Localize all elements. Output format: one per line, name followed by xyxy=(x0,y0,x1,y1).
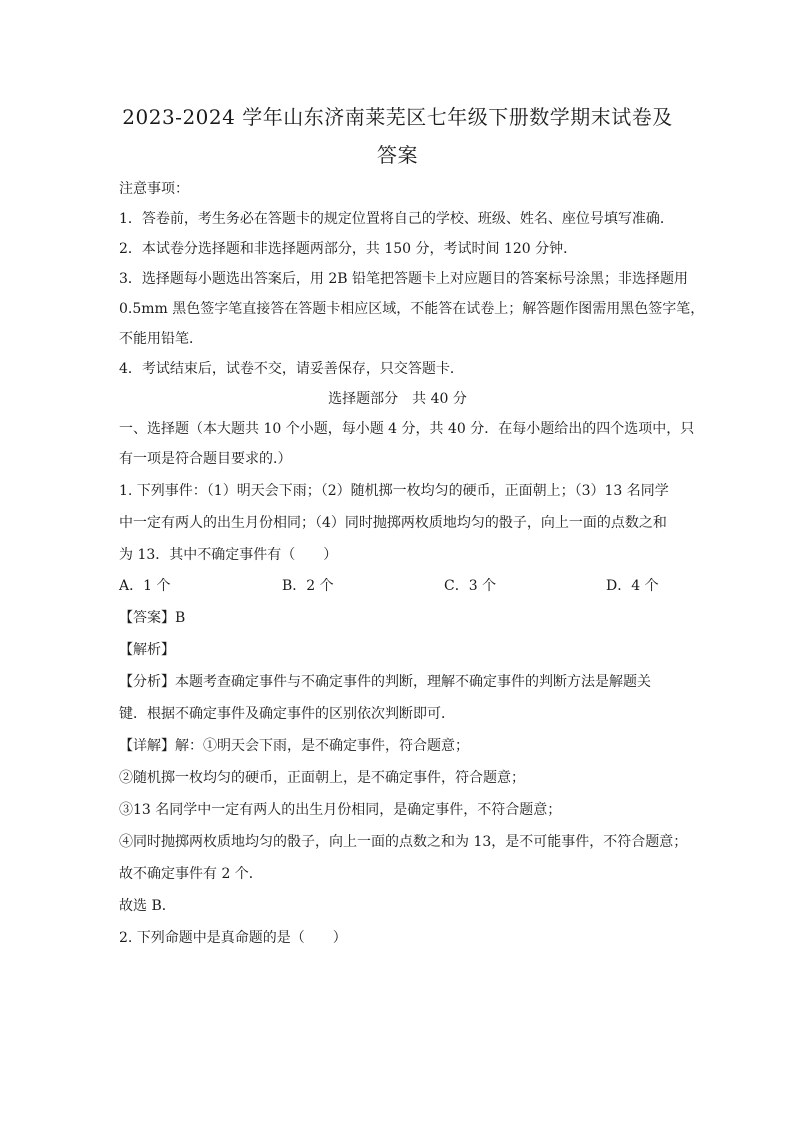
title-line-1: 2023-2024 学年山东济南莱芜区七年级下册数学期末试卷及 xyxy=(122,105,673,129)
notice-item-3-cont: 0.5mm 黑色签字笔直接答在答题卡相应区域，不能答在试卷上；解答题作图需用黑色签字笔， xyxy=(119,301,705,317)
answer-label: 【答案】B xyxy=(119,610,186,626)
notice-item-2: 2．本试卷分选择题和非选择题两部分，共 150 分，考试时间 120 分钟． xyxy=(119,241,578,257)
title-line-2: 答案 xyxy=(377,143,418,167)
notice-item-3-end: 不能用铅笔． xyxy=(119,331,203,347)
option-b: B．2 个 xyxy=(282,578,334,594)
notice-item-4: 4．考试结束后，试卷不交，请妥善保存，只交答题卡． xyxy=(119,361,464,377)
notice-item-3: 3．选择题每小题选出答案后，用 2B 铅笔把答题卡上对应题目的答案标号涂黑；非选择题用 xyxy=(119,271,689,287)
conclusion: 故选 B． xyxy=(119,898,176,914)
section-heading: 选择题部分 共 40 分 xyxy=(328,391,467,407)
notice-heading: 注意事项： xyxy=(119,181,189,197)
notice-item-1: 1．答卷前，考生务必在答题卡的规定位置将自己的学校、班级、姓名、座位号填写准确． xyxy=(119,211,674,227)
detail-line-3: ③13 名同学中一定有两人的出生月份相同，是确定事件，不符合题意； xyxy=(119,802,562,818)
option-a: A．1 个 xyxy=(119,578,171,594)
analysis-line-2: 键．根据不确定事件及确定事件的区别依次判断即可． xyxy=(119,706,455,722)
option-c: C．3 个 xyxy=(444,578,497,594)
option-d: D．4 个 xyxy=(606,578,659,594)
analysis-line-1: 【分析】本题考查确定事件与不确定事件的判断，理解不确定事件的判断方法是解题关 xyxy=(119,674,651,690)
question-1-options xyxy=(119,577,679,595)
part-one-instructions: 一、选择题（本大题共 10 个小题，每小题 4 分，共 40 分．在每小题给出的四个选项中，只 xyxy=(119,421,695,437)
question-1-line-2: 中一定有两人的出生月份相同；（4）同时抛掷两枚质地均匀的骰子，向上一面的点数之和 xyxy=(119,515,667,531)
detail-line-1: 【详解】解：①明天会下雨，是不确定事件，符合题意； xyxy=(119,738,469,754)
detail-line-5: 故不确定事件有 2 个． xyxy=(119,866,263,882)
question-2-line-1: 2. 下列命题中是真命题的是（ ） xyxy=(119,930,347,946)
question-1-line-1: 1. 下列事件：（1）明天会下雨；（2）随机掷一枚均匀的硬币，正面朝上；（3）13 名同学 xyxy=(119,483,669,499)
document-title xyxy=(119,98,676,174)
part-one-instructions-cont: 有一项是符合题目要求的.） xyxy=(119,451,292,467)
detail-line-2: ②随机掷一枚均匀的硬币，正面朝上，是不确定事件，符合题意； xyxy=(119,770,525,786)
detail-line-4: ④同时抛掷两枚质地均匀的骰子，向上一面的点数之和为 13，是不可能事件，不符合题意； xyxy=(119,834,688,850)
analysis-heading: 【解析】 xyxy=(119,642,175,658)
question-1-line-3: 为 13．其中不确定事件有（ ） xyxy=(119,547,338,563)
